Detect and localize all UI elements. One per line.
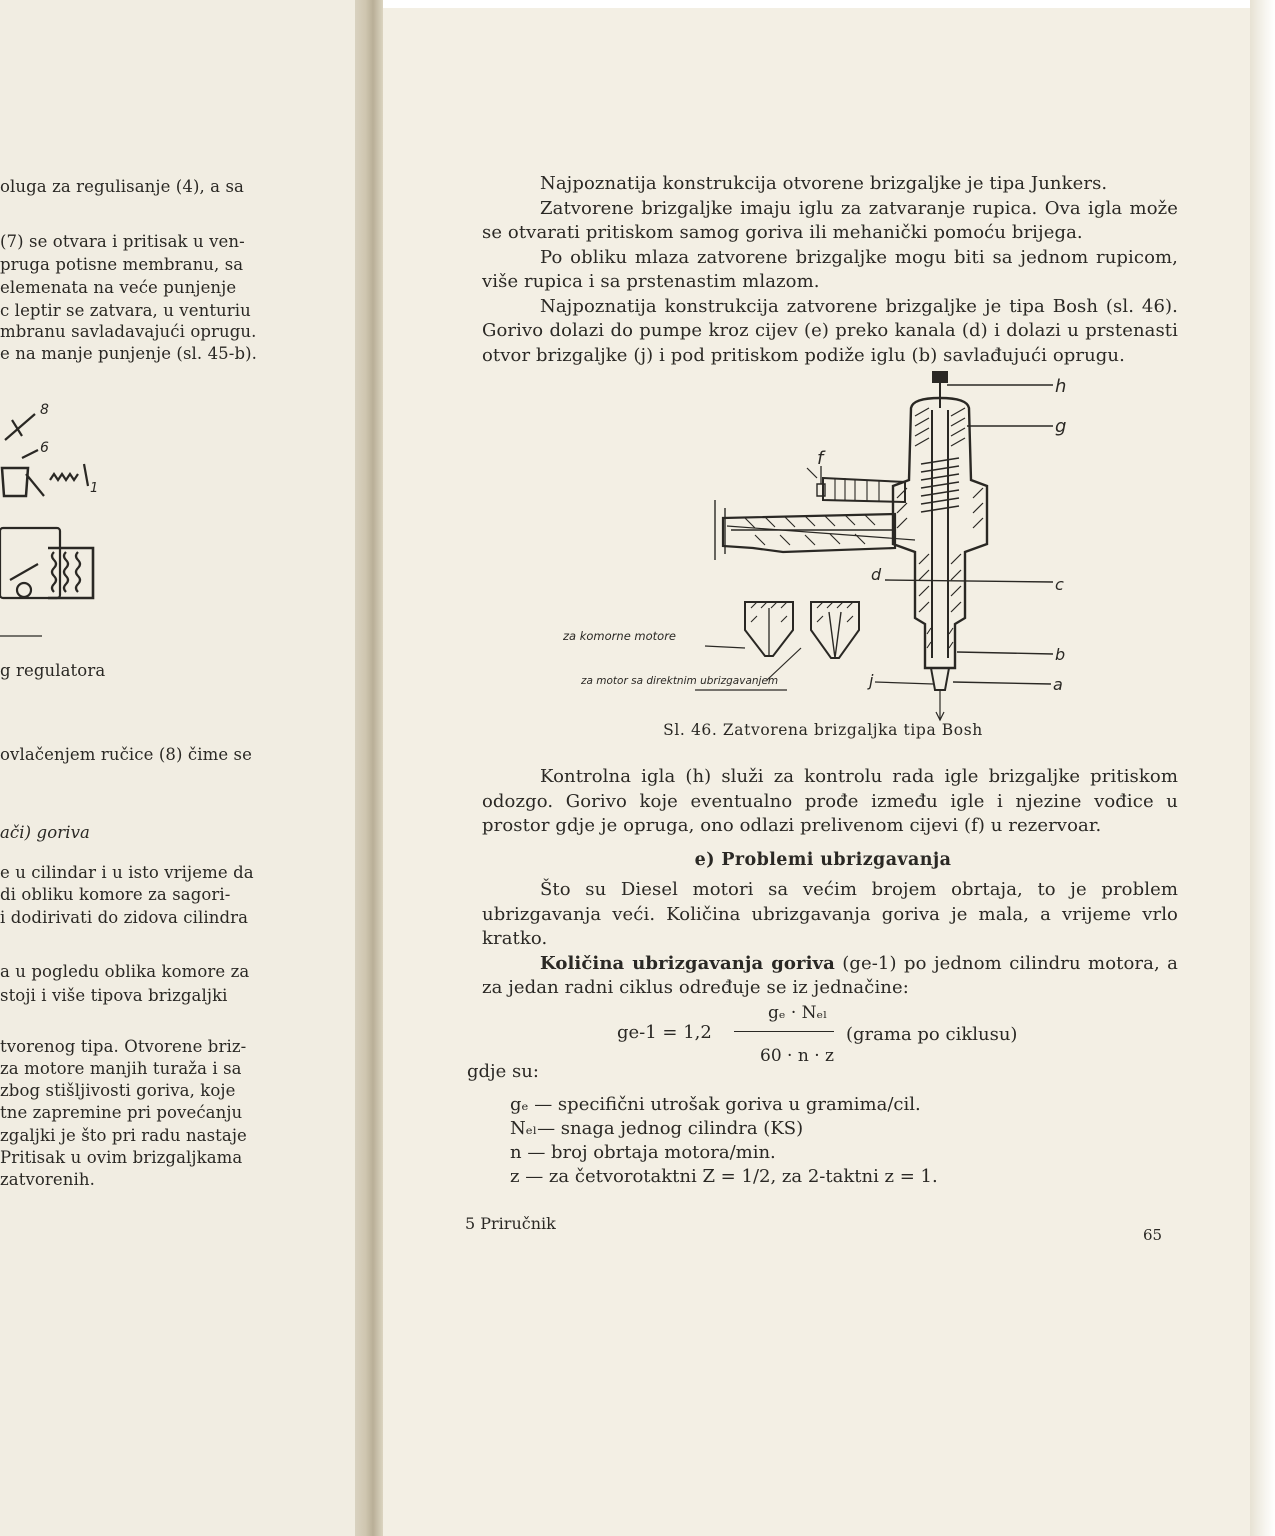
figure-label-a: a xyxy=(1053,675,1063,694)
left-line: c leptir se zatvara, u venturiu xyxy=(0,301,251,320)
formula-denominator: 60 · n · z xyxy=(760,1046,834,1066)
paragraph: Najpoznatija konstrukcija otvorene brizgaljke je tipa Junkers. xyxy=(540,173,1108,194)
figure-caption: Sl. 46. Zatvorena brizgaljka tipa Bosh xyxy=(663,721,983,739)
paragraph: Po obliku mlaza zatvorene brizgaljke mogu biti sa jednom rupicom, više rupica i sa prstenastim mlazom. xyxy=(482,246,1178,292)
left-line: mbranu savladavajući oprugu. xyxy=(0,322,257,341)
book-spine xyxy=(355,0,385,1536)
left-line: pruga potisne membranu, sa xyxy=(0,255,244,274)
left-line: za motore manjih turaža i sa xyxy=(0,1059,242,1078)
left-line: tne zapremine pri povećanju xyxy=(0,1103,243,1122)
figure-note-combustion: za komorne motore xyxy=(563,629,677,643)
paragraph: Što su Diesel motori sa većim brojem obrtaja, to je problem ubrizgavanja veći. Količina ubrizgavanja goriva je mala, a vrijeme vrlo kratko. xyxy=(482,879,1178,949)
left-line: ovlačenjem ručice (8) čime se xyxy=(0,745,252,764)
formula-unit: (grama po ciklusu) xyxy=(846,1024,1018,1045)
figure-label-f: f xyxy=(817,448,824,469)
left-figure-label: 1 xyxy=(90,481,99,496)
where-label: gdje su: xyxy=(467,1061,539,1082)
left-line: di obliku komore za sagori- xyxy=(0,885,231,904)
left-line: Pritisak u ovim brizgaljkama xyxy=(0,1148,243,1167)
figure-label-g: g xyxy=(1055,416,1067,437)
left-page xyxy=(0,0,362,1536)
paragraph xyxy=(482,952,1178,1001)
page-edge xyxy=(1250,0,1275,1536)
figure-note-direct: za motor sa direktnim ubrizgavanjem xyxy=(581,675,779,687)
paragraph-rest: (ge-1) po jednom cilindru motora, a za jedan radni ciklus određuje se iz jednačine: xyxy=(482,952,1179,998)
legend-item: gₑ — specifični utrošak goriva u gramima/cil. xyxy=(510,1094,921,1115)
left-line: tvorenog tipa. Otvorene briz- xyxy=(0,1037,247,1056)
left-line: zgaljki je što pri radu nastaje xyxy=(0,1126,247,1145)
problem-text xyxy=(482,878,1178,1001)
left-line: ači) goriva xyxy=(0,823,90,842)
after-figure-text xyxy=(482,765,1178,839)
figure-label-c: c xyxy=(1055,575,1064,594)
paragraph: Kontrolna igla (h) služi za kontrolu rada igle brizgaljke pritiskom odozgo. Gorivo koje eventualno prođe između igle i njezine vođice u prostor gdje je opruga, ono odlazi prelivenom cijevi (f) u rezervoar. xyxy=(482,766,1178,836)
left-line: oluga za regulisanje (4), a sa xyxy=(0,177,244,196)
left-line: zbog stišljivosti goriva, koje xyxy=(0,1081,236,1100)
left-figure-label: 6 xyxy=(40,440,49,456)
bold-term: Količina ubrizgavanja goriva xyxy=(540,952,835,974)
paragraph: Zatvorene brizgaljke imaju iglu za zatvaranje rupica. Ova igla može se otvarati pritiskom samog goriva ili mehanički pomoću brijega. xyxy=(482,197,1178,243)
left-line: g regulatora xyxy=(0,661,106,680)
left-line: e u cilindar i u isto vrijeme da xyxy=(0,863,254,882)
intro-text xyxy=(482,172,1178,368)
left-regulator-figure xyxy=(0,400,110,640)
left-line: elemenata na veće punjenje xyxy=(0,278,237,297)
figure-label-b: b xyxy=(1055,645,1066,664)
paragraph: Najpoznatija konstrukcija zatvorene brizgaljke je tipa Bosh (sl. 46). Gorivo dolazi do pumpe kroz cijev (e) preko kanala (d) i dolazi u prstenasti otvor brizgaljke (j) i pod pritiskom podiže iglu (b) savlađujući oprugu. xyxy=(482,295,1178,366)
left-line: zatvorenih. xyxy=(0,1170,95,1189)
fraction-bar xyxy=(734,1031,834,1032)
left-line: stoji i više tipova brizgaljki xyxy=(0,986,228,1005)
figure-label-j: j xyxy=(869,671,874,690)
left-line: i dodirivati do zidova cilindra xyxy=(0,908,249,927)
left-line: a u pogledu oblika komore za xyxy=(0,962,250,981)
injector-diagram xyxy=(555,368,1075,723)
legend-item: n — broj obrtaja motora/min. xyxy=(510,1142,776,1163)
left-line: (7) se otvara i pritisak u ven- xyxy=(0,232,245,251)
figure-label-d: d xyxy=(871,565,882,584)
left-line: e na manje punjenje (sl. 45-b). xyxy=(0,344,257,363)
section-heading: e) Problemi ubrizgavanja xyxy=(694,850,952,870)
formula-lhs: ge-1 = 1,2 xyxy=(617,1022,712,1043)
page-number: 65 xyxy=(1143,1226,1163,1244)
figure-label-h: h xyxy=(1055,376,1067,397)
left-figure-label: 8 xyxy=(40,402,49,418)
legend-item: z — za četvorotaktni Z = 1/2, za 2-taktni z = 1. xyxy=(510,1166,938,1187)
formula-numerator: gₑ · Nₑₗ xyxy=(768,1003,828,1023)
legend-item: Nₑₗ— snaga jednog cilindra (KS) xyxy=(510,1118,804,1139)
footer-signature: 5 Priručnik xyxy=(465,1214,556,1233)
